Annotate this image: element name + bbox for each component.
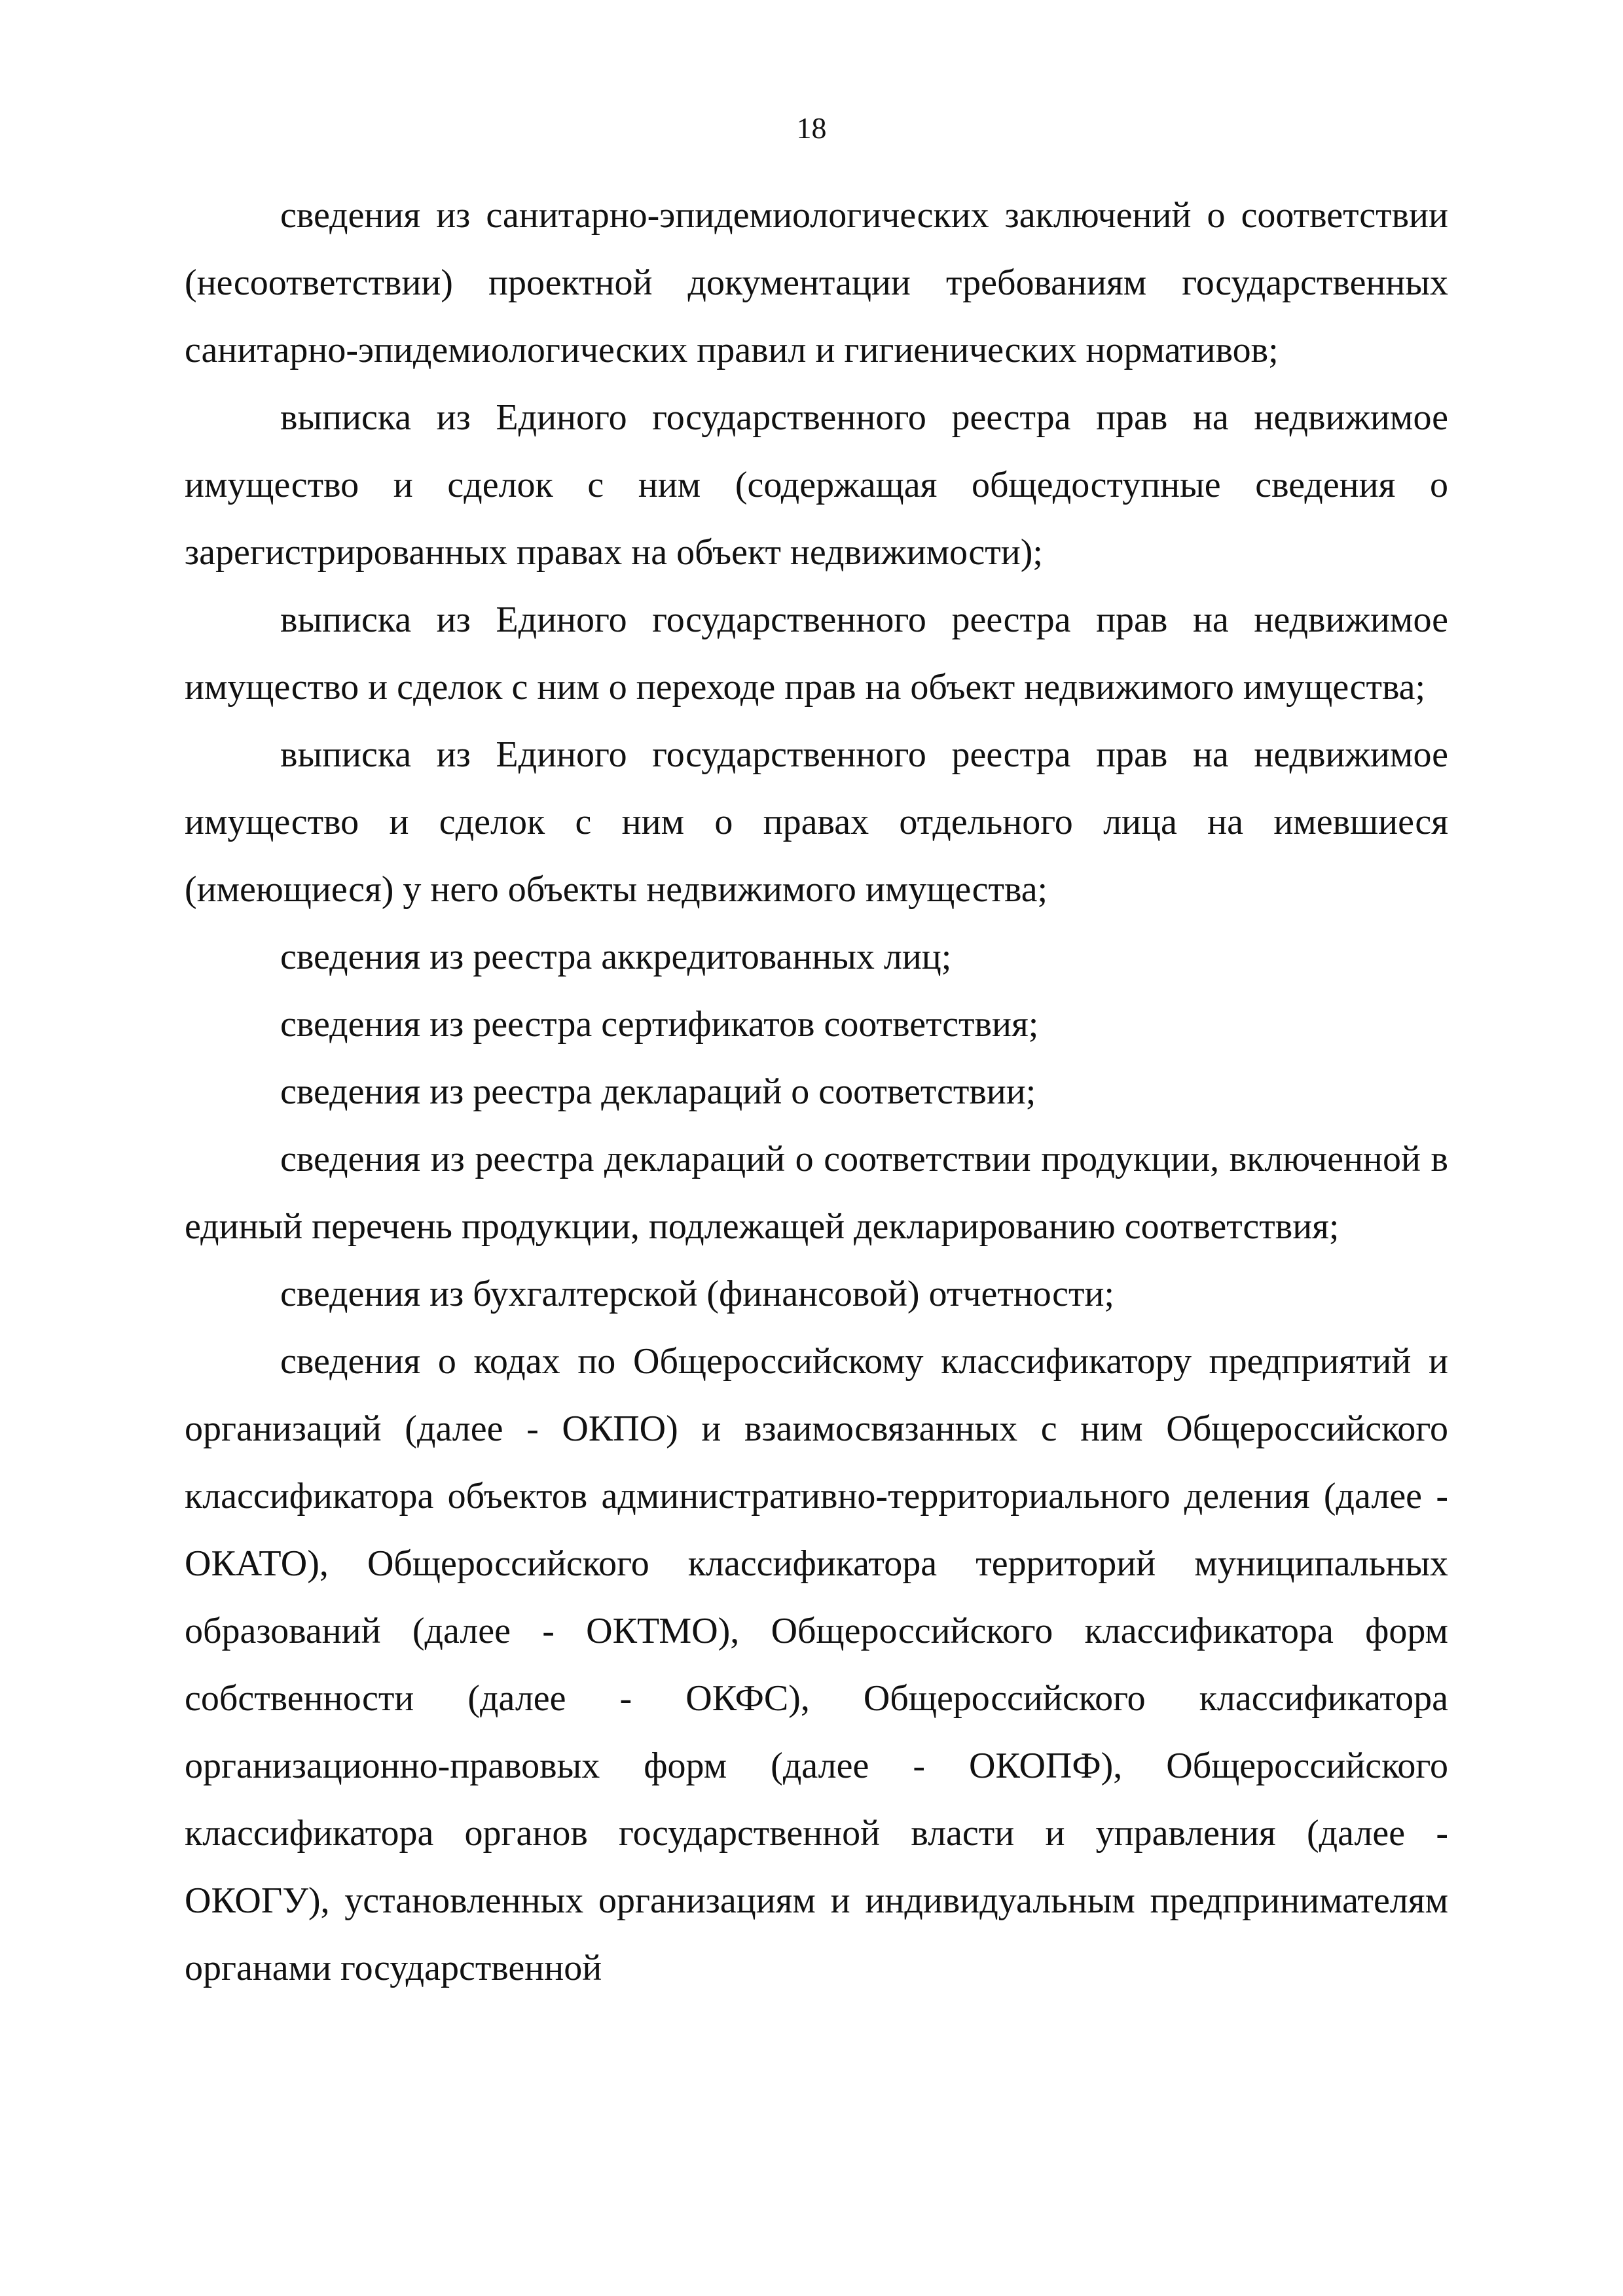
- document-body: [185, 182, 1448, 2002]
- paragraph-financial-reporting: сведения из бухгалтерской (финансовой) отчетности;: [280, 1274, 1115, 1314]
- paragraph-accredited-persons: сведения из реестра аккредитованных лиц;: [280, 937, 952, 977]
- paragraph-egrp-public-info: выписка из Единого государственного реестра прав на недвижимое имущество и сделок с ним (содержащая общедоступные сведения о зарегистрированных правах на объект недвижимости);: [185, 397, 1448, 573]
- paragraph-product-declarations: сведения из реестра деклараций о соответствии продукции, включенной в единый перечень продукции, подлежащей декларированию соответствия;: [185, 1139, 1448, 1247]
- page-number: 18: [796, 111, 827, 145]
- paragraph-sanitary-conclusions: сведения из санитарно-эпидемиологических заключений о соответствии (несоответствии) проектной документации требованиям государственных санитарно-эпидемиологических правил и гигиенических нормативов;: [185, 195, 1448, 370]
- paragraph-declarations-registry: сведения из реестра деклараций о соответствии;: [280, 1071, 1036, 1112]
- paragraph-classifier-codes: сведения о кодах по Общероссийскому классификатору предприятий и организаций (далее - ОКПО) и взаимосвязанных с ним Общероссийского классификатора объектов административно-территориального деления (далее - ОКАТО), Общероссийского классификатора территорий муниципальных образований (далее - ОКТМО), Общероссийского классификатора форм собственности (далее - ОКФС), Общероссийского классификатора организационно-правовых форм (далее - ОКОПФ), Общероссийского классификатора органов государственной власти и управления (далее - ОКОГУ), установленных организациям и индивидуальным предпринимателям органами государственной: [185, 1341, 1448, 1988]
- paragraph-egrp-transfer: выписка из Единого государственного реестра прав на недвижимое имущество и сделок с ним о переходе прав на объект недвижимого имущества;: [185, 600, 1448, 708]
- paragraph-certificates-registry: сведения из реестра сертификатов соответствия;: [280, 1004, 1039, 1045]
- paragraph-egrp-person-rights: выписка из Единого государственного реестра прав на недвижимое имущество и сделок с ним о правах отдельного лица на имевшиеся (имеющиеся) у него объекты недвижимого имущества;: [185, 734, 1448, 910]
